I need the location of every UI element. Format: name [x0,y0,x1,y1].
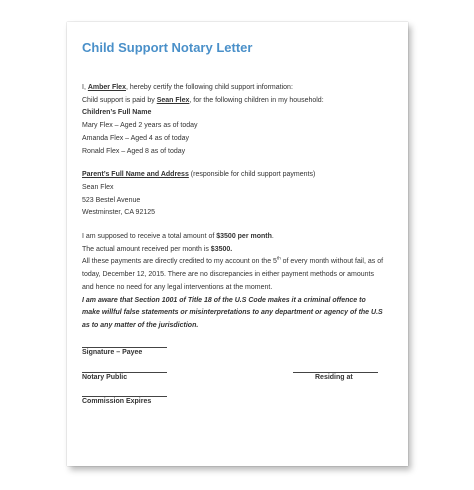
signature-line [82,347,167,348]
commission-expires-label: Commission Expires [82,398,152,405]
credit-line: and hence no need for any legal interventions at the moment. [82,283,273,291]
letter-body [82,82,400,333]
supposed-amount-line [82,231,400,244]
ordinal-suffix: th [276,256,281,262]
parent-note: (responsible for child support payments) [188,171,316,179]
child-entry: Amanda Flex – Aged 4 as of today [82,134,190,142]
residing-col [293,372,378,381]
notary-signature-block [82,372,400,381]
child-entry: Ronald Flex – Aged 8 as of today [82,147,186,155]
payer-name: Sean Flex [156,96,190,104]
payee-signature-block [82,347,400,356]
residing-at-label: Residing at [315,374,353,381]
spacer [82,158,400,169]
letter-page [67,22,408,466]
signature-line [82,372,167,373]
recipient-name: Amber Flex [87,84,126,91]
parent-street: 523 Bestel Avenue [82,196,141,204]
actual-amount: $3500. [210,245,233,253]
supposed-suffix: . [271,233,274,241]
spacer [82,220,400,231]
children-heading: Children’s Full Name [82,109,152,117]
credit-line [82,256,400,269]
signature-line [82,396,167,397]
commission-signature-block [82,396,400,405]
actual-prefix: The actual amount received per month is [82,245,211,253]
supposed-amount: $3500 per month [216,233,272,241]
child-entry: Mary Flex – Aged 2 years as of today [82,122,198,130]
document-title: Child Support Notary Letter [82,40,253,55]
signature-line [293,372,378,373]
parent-name: Sean Flex [82,183,114,191]
legal-statement: I am aware that Section 1001 of Title 18 of the U.S Code makes it a criminal offence to [82,296,366,304]
paid-by-prefix: Child support is paid by [82,96,157,104]
legal-statement: as to any matter of the jurisdiction. [82,321,199,329]
credit-line: today, December 12, 2015. There are no discrepancies in either payment methods or amounts [82,271,374,279]
parent-heading: Parent’s Full Name and Address [82,171,189,179]
intro-prefix: I, [82,84,88,91]
credit-text: of every month without fail, as of [280,258,384,266]
legal-statement: make willful false statements or misinterpretations to any department or agency of the U.S [82,309,383,317]
paid-by-line [82,95,400,108]
supposed-prefix: I am supposed to receive a total amount of [82,233,217,241]
parent-heading-line [82,169,400,182]
intro-suffix: , hereby certify the following child support information: [125,84,293,91]
actual-amount-line [82,244,400,257]
notary-public-label: Notary Public [82,374,128,381]
paid-by-suffix: , for the following children in my household: [189,96,324,104]
parent-city: Westminster, CA 92125 [82,209,156,217]
payee-signature-label: Signature – Payee [82,349,143,356]
credit-text: All these payments are directly credited to my account on the 5 [82,258,277,266]
intro-line [82,82,400,95]
